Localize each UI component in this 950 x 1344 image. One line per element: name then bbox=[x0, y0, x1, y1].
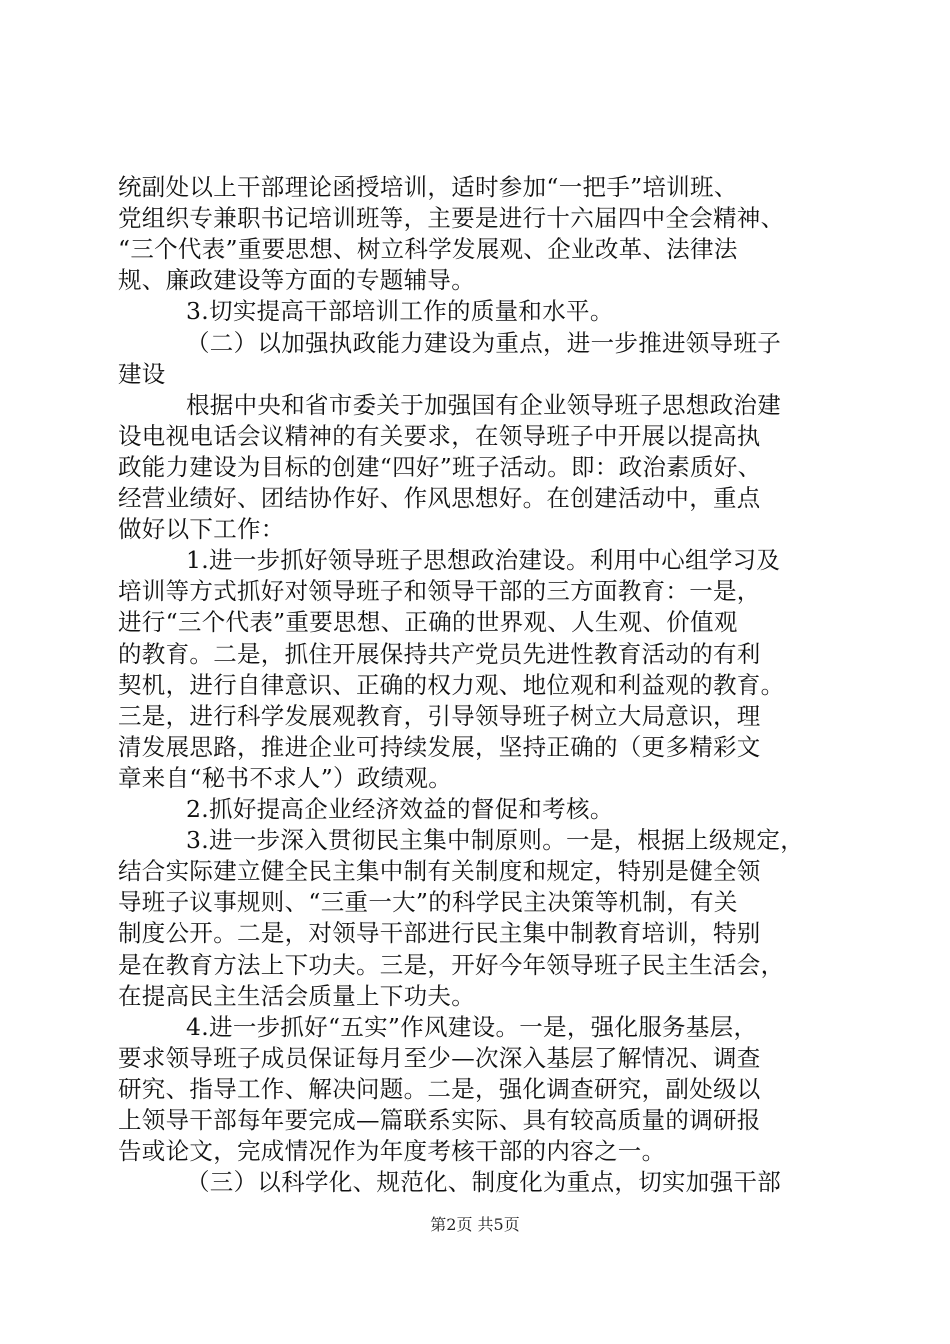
page-number-footer: 第2页 共5页 bbox=[430, 1215, 520, 1234]
body-line-2: “三个代表”重要思想、树立科学发展观、企业改革、法律法 bbox=[118, 235, 738, 264]
body-line-12: 1.进一步抓好领导班子思想政治建设。利用中心组学习及 bbox=[186, 546, 781, 575]
body-line-3: 规、廉政建设等方面的专题辅导。 bbox=[118, 266, 475, 295]
body-line-15: 的教育。二是，抓住开展保持共产党员先进性教育活动的有利 bbox=[118, 639, 761, 668]
body-line-21: 3.进一步深入贯彻民主集中制原则。一是，根据上级规定， bbox=[186, 826, 805, 855]
body-line-28: 要求领导班子成员保证每月至少—次深入基层了解情况、调查 bbox=[118, 1043, 761, 1072]
body-line-24: 制度公开。二是，对领导干部进行民主集中制教育培训，特别 bbox=[118, 919, 761, 948]
body-line-16: 契机，进行自律意识、正确的权力观、地位观和利益观的教育。 bbox=[118, 670, 785, 699]
body-line-7: 根据中央和省市委关于加强国有企业领导班子思想政治建 bbox=[186, 390, 781, 419]
body-line-4: 3.切实提高干部培训工作的质量和水平。 bbox=[186, 297, 614, 326]
body-line-29: 研究、指导工作、解决问题。二是，强化调查研究，副处级以 bbox=[118, 1074, 761, 1103]
body-line-10: 经营业绩好、团结协作好、作风思想好。在创建活动中，重点 bbox=[118, 484, 761, 512]
body-line-32: （三）以科学化、规范化、制度化为重点，切实加强干部 bbox=[186, 1168, 781, 1197]
body-line-8: 设电视电话会议精神的有关要求，在领导班子中开展以提高执 bbox=[118, 421, 761, 450]
body-line-26: 在提高民主生活会质量上下功夫。 bbox=[118, 981, 475, 1010]
body-line-6: 建设 bbox=[118, 359, 166, 388]
body-line-17: 三是，进行科学发展观教育，引导领导班子树立大局意识，理 bbox=[118, 701, 761, 730]
body-line-11: 做好以下工作： bbox=[118, 515, 285, 544]
body-line-23: 导班子议事规则、“三重一大”的科学民主决策等机制，有关 bbox=[118, 888, 738, 917]
body-line-5: （二）以加强执政能力建设为重点，进一步推进领导班子 bbox=[186, 328, 781, 357]
body-line-18: 清发展思路，推进企业可持续发展，坚持正确的（更多精彩文 bbox=[118, 732, 761, 761]
body-line-25: 是在教育方法上下功夫。三是，开好今年领导班子民主生活会， bbox=[118, 950, 785, 979]
body-line-9: 政能力建设为目标的创建“四好”班子活动。即：政治素质好、 bbox=[118, 452, 762, 481]
body-line-0: 统副处以上干部理论函授培训，适时参加“一把手”培训班、 bbox=[118, 173, 738, 201]
body-line-27: 4.进一步抓好“五实”作风建设。一是，强化服务基层， bbox=[186, 1012, 758, 1041]
body-line-30: 上领导干部每年要完成—篇联系实际、具有较高质量的调研报 bbox=[118, 1106, 761, 1134]
body-line-19: 章来自“秘书不求人”）政绩观。 bbox=[118, 763, 453, 792]
body-line-22: 结合实际建立健全民主集中制有关制度和规定，特别是健全领 bbox=[118, 857, 761, 886]
body-line-14: 进行“三个代表”重要思想、正确的世界观、人生观、价值观 bbox=[118, 608, 738, 637]
body-line-31: 告或论文，完成情况作为年度考核干部的内容之一。 bbox=[118, 1137, 666, 1166]
body-line-1: 党组织专兼职书记培训班等，主要是进行十六届四中全会精神、 bbox=[118, 204, 785, 233]
body-line-20: 2.抓好提高企业经济效益的督促和考核。 bbox=[186, 795, 614, 823]
body-line-13: 培训等方式抓好对领导班子和领导干部的三方面教育：一是， bbox=[118, 577, 761, 606]
